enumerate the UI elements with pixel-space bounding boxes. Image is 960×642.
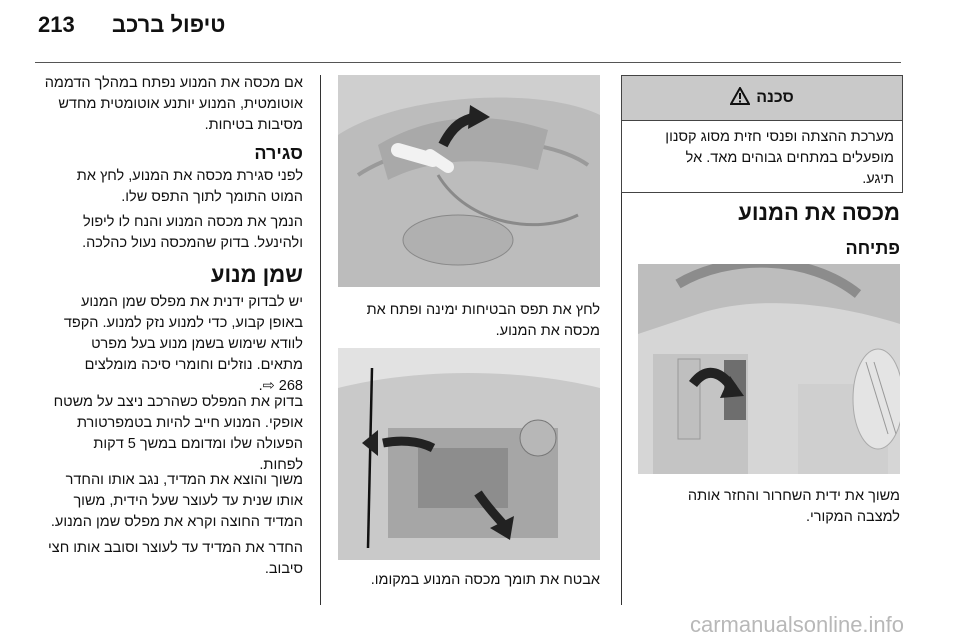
text-line: לפחות. bbox=[259, 457, 303, 473]
hood-support-rod-image bbox=[338, 348, 600, 560]
caption-release-lever bbox=[630, 486, 900, 528]
text-line: החדר את המדיד עד לעוצר וסובב אותו חצי bbox=[48, 540, 303, 556]
watermark: carmanualsonline.info bbox=[690, 612, 905, 637]
closing-paragraph-2 bbox=[28, 212, 303, 254]
subheading-closing: סגירה bbox=[254, 143, 303, 163]
hood-safety-catch-image bbox=[338, 75, 600, 287]
text-line: ולהינעל. בדוק שהמכסה נעול כהלכה. bbox=[82, 235, 303, 251]
text-line: לוודא שימוש בשמן מנוע בעל מפרט bbox=[91, 336, 303, 352]
danger-line: מערכת ההצתה ופנסי חזית מסוג קסנון bbox=[665, 129, 894, 145]
text-line: אופקי. המנוע חייב להיות בטמפרטורת bbox=[76, 415, 303, 431]
danger-line: מופעלים במתחים גבוהים מאד. אל bbox=[685, 150, 894, 166]
text-line: סיבוב. bbox=[264, 561, 303, 577]
oil-paragraph-2 bbox=[28, 392, 303, 476]
text-line: באופן קבוע, כדי למנוע נזק למנוע. הקפד bbox=[63, 315, 303, 331]
text-line: אם מכסה את המנוע נפתח במהלך הדממה bbox=[44, 75, 303, 91]
text-line: משוך והוצא את המדיד, נגב אותו והחדר bbox=[65, 472, 303, 488]
hood-release-lever-image bbox=[638, 264, 900, 474]
danger-line: תיגע. bbox=[862, 171, 894, 187]
oil-paragraph-4 bbox=[28, 538, 303, 580]
oil-paragraph-1 bbox=[28, 292, 303, 397]
text-line: אוטומטית, המנוע יותנע אוטומטית מחדש bbox=[58, 96, 303, 112]
section-heading-engine-oil: שמן מנוע bbox=[210, 262, 303, 287]
caption-line: למצבה המקורי. bbox=[805, 509, 900, 525]
caption-line: לחץ את תפס הבטיחות ימינה ופתח את bbox=[366, 302, 600, 318]
column-divider-left bbox=[320, 75, 321, 605]
closing-paragraph-1 bbox=[28, 166, 303, 208]
text-line: מתאים. נוזלים וחומרי סיכה מומלצים bbox=[84, 357, 303, 373]
text-line: יש לבדוק ידנית את מפלס שמן המנוע bbox=[80, 294, 303, 310]
text-line: לפני סגירת מכסה את המנוע, לחץ את bbox=[76, 168, 303, 184]
caption-support-rod bbox=[330, 570, 600, 591]
caption-safety-catch bbox=[330, 300, 600, 342]
oil-paragraph-3 bbox=[28, 470, 303, 533]
text-line: 268 ⇨. bbox=[258, 378, 303, 394]
text-line: הפעולה שלו ומדומם במשך 5 דקות bbox=[93, 436, 303, 452]
caption-line: משוך את ידית השחרור והחזר אותה bbox=[687, 488, 900, 504]
danger-box bbox=[621, 75, 903, 193]
danger-box-header bbox=[622, 76, 902, 121]
intro-paragraph bbox=[28, 73, 303, 136]
text-line: בדוק את המפלס כשהרכב ניצב על משטח bbox=[53, 394, 303, 410]
caption-line: אבטח את תומך מכסה המנוע במקומו. bbox=[370, 572, 600, 588]
text-line: הנמך את מכסה המנוע והנח לו ליפול bbox=[82, 214, 303, 230]
text-line: המוט התומך לתוך התפס שלו. bbox=[121, 189, 303, 205]
danger-title: סכנה bbox=[756, 89, 794, 106]
section-heading-hood: מכסה את המנוע bbox=[738, 200, 900, 225]
caption-line: מכסה את המנוע. bbox=[495, 323, 600, 339]
warning-triangle-icon bbox=[730, 87, 750, 110]
page-number: 213 bbox=[38, 12, 75, 37]
subheading-opening: פתיחה bbox=[845, 238, 900, 258]
page-header-title: טיפול ברכב bbox=[112, 12, 226, 37]
danger-text bbox=[622, 121, 902, 196]
text-line: המדיד החוצה וקרא את מפלס שמן המנוע. bbox=[50, 514, 303, 530]
text-line: מסיבות בטיחות. bbox=[204, 117, 303, 133]
text-line: אותו שנית עד לעוצר שעל הידית, משוך bbox=[73, 493, 303, 509]
header-rule bbox=[35, 62, 901, 63]
